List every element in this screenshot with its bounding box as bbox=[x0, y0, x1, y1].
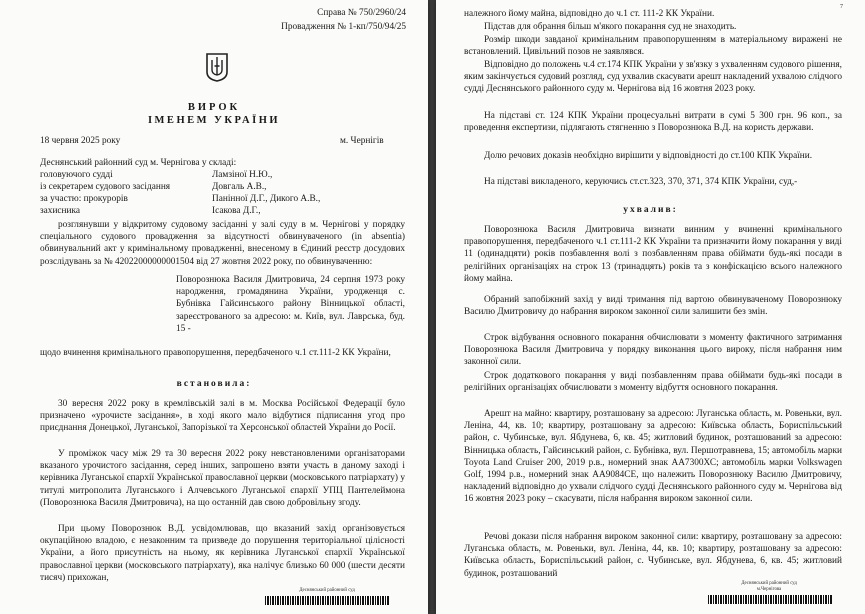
paragraph: Підстав для обрання більш м'якого покарання суд не знаходить. bbox=[484, 22, 737, 32]
document-page-right bbox=[436, 0, 865, 614]
paragraph: Поворознюка Василя Дмитровича визнати винним у вчиненні кримінального правопорушення, передбаченого ч.1 ст.111-2 КК України та призначити йому покарання у виді 11 (одинадцяти) років позбавлення волі з позбавленням права обіймати будь-які посади в релігійних організаціях на строк 13 (тринадцять) років та з конфіскацією всього належного йому майна. bbox=[464, 225, 842, 284]
court-stamp-text: Деснянський районний суд bbox=[741, 581, 797, 586]
court-stamp-city: м.Чернігова bbox=[756, 587, 782, 592]
paragraph: 30 вересня 2022 року в кремлівській залі в м. Москва Російської Федерації було призначено «урочисте засідання», в ході якого мало відбутися підписання угод про приєднання Донецької, Луганської, Запорізької та Херсонської областей України до Росії. bbox=[40, 399, 405, 434]
paragraph: На підставі ст. 124 КПК України процесуальні витрати в сумі 5 300 грн. 96 коп., за проведення експертизи, підлягають стягненню з Поворознюка В.Д. на користь держави. bbox=[464, 111, 842, 134]
role-label: захисника bbox=[40, 206, 81, 216]
in-name-of-ukraine-heading: ІМЕНЕМ УКРАЇНИ bbox=[147, 115, 281, 126]
paragraph: Строк відбування основного покарання обчислювати з моменту фактичного затримання Поворознюка Василя Дмитровича у порядку виконання цього вироку, після набрання ним законної сили. bbox=[464, 333, 842, 368]
paragraph: Арешт на майно: квартиру, розташовану за адресою: Луганська область, м. Ровеньки, вул. Леніна, 44, кв. 10; квартиру, розташовану за адресою: Київська область, Бориспільський район, с. Чубинське, вул. Ябдунева, 6, кв. 45; житловий будинок, розташований за адресою: Вінницька область, Гайсинський район, с. Бубнівка, вул. Першотравнева, 15; автомобіль марки Toyota Land Cruiser 200, 2019 р.в., номерний знак АА7300ХС; автомобіль марки Volkswagen Golf, 1994 р.в., номерний знак АА9084СЕ, що належить Поворознюку Василю Дмитровичу, накладений відповідно до ухвали слідчого судді Деснянського районного суду м. Чернігова від 16 жовтня 2023 року – скасувати, після набрання вироком законної сили. bbox=[464, 409, 842, 505]
role-name: Ламзіної Н.Ю., bbox=[212, 170, 273, 180]
paragraph: У проміжок часу між 29 та 30 вересня 2022 року невстановленими організаторами вказаного урочистого засідання, серед інших, запрошено взяти участь в даному заході і керівника Луганської єпархії Української православної церкви (московського патріархату) у титулі митрополита Луганського і Алчевського Луганської єпархії УПЦ Пантелеймона (Поворознюка Василя Дмитровича), на що останній дав свою добровільну згоду. bbox=[40, 449, 405, 508]
verdict-city: м. Чернігів bbox=[340, 136, 384, 146]
court-composition: Деснянський районний суд м. Чернігова у складі: bbox=[40, 158, 237, 168]
paragraph: належного йому майна, відповідно до ч.1 ст. 111-2 КК України. bbox=[464, 9, 715, 19]
role-label: головуючого судді bbox=[40, 170, 113, 180]
paragraph: Строк додаткового покарання у виді позбавленням права обіймати будь-які посади в релігійних організаціях обчислювати з моменту відбуття основного покарання. bbox=[464, 371, 842, 394]
court-stamp-text: Деснянський районний суд bbox=[299, 588, 355, 593]
established-heading: встановила: bbox=[176, 379, 252, 389]
paragraph-reviewed: розглянувши у відкритому судовому засіданні у залі суду в м. Чернігові у порядку спеціального судового провадження за відсутності обвинуваченого (in absentia) обвинувальний акт у кримінальному провадженні, внесеному в Єдиний реєстр досудових розслідувань за № 42022000000001504 від 27 жовтня 2022 року, по обвинуваченню: bbox=[40, 220, 405, 267]
case-number: Справа № 750/2960/24 bbox=[317, 8, 406, 18]
paragraph: Долю речових доказів необхідно вирішити у відповідності до ст.100 КПК України. bbox=[484, 151, 813, 161]
role-name: Ісакова Д.Г., bbox=[212, 206, 261, 216]
paragraph: Розмір шкоди завданої кримінальним правопорушенням в матеріальному виражені не встановлений. Цивільний позов не заявлявся. bbox=[464, 35, 842, 58]
paragraph-crime: щодо вчинення кримінального правопорушення, передбаченого ч.1 ст.111-2 КК України, bbox=[40, 348, 391, 358]
paragraph: Відповідно до положень ч.4 ст.174 КПК України у зв'язку з ухваленням судового рішення, яким закінчується судовий розгляд, суд ухвалив скасувати арешт накладений ухвалою слідчого судді Деснянського районного суду м. Чернігова від 16 жовтня 2023 року. bbox=[464, 60, 842, 95]
role-label: за участю: прокурорів bbox=[40, 194, 128, 204]
verdict-heading: ВИРОК bbox=[187, 102, 241, 113]
paragraph: При цьому Поворознюк В.Д. усвідомлював, що вказаний захід організовується окупаційною владою, є незаконним та призведе до порушення територіальної цілісності України, а його присутність на ньому, як керівника Луганської єпархії Української православної церкви (московського патріархату), яка налічує близько 60 000 (шести десяти тисяч) прихожан, bbox=[40, 524, 405, 583]
resolved-heading: ухвалив: bbox=[623, 205, 678, 215]
paragraph: Обраний запобіжний захід у виді тримання під вартою обвинуваченому Поворознюку Василю Дмитровичу до набрання вироком законної сили залишити без змін. bbox=[464, 295, 842, 318]
page-number: 7 bbox=[840, 4, 843, 10]
barcode-icon bbox=[708, 595, 832, 604]
accused-info: Поворознюка Василя Дмитровича, 24 серпня 1973 року народження, громадянина України, уродженця с. Бубнівка Гайсинського району Вінницької області, зареєстрованого за адресою: м. Київ, вул. Лаврська, буд. 15 - bbox=[176, 275, 405, 334]
verdict-date: 18 червня 2025 року bbox=[40, 136, 121, 146]
role-name: Довгаль А.В., bbox=[212, 182, 267, 192]
coat-of-arms-icon bbox=[205, 52, 229, 82]
document-page-left bbox=[0, 0, 428, 614]
role-name: Панінної Д.Г., Дикого А.В., bbox=[212, 194, 321, 204]
role-label: із секретарем судового засідання bbox=[40, 182, 171, 192]
barcode-icon bbox=[265, 596, 389, 605]
paragraph: Речові докази після набрання вироком законної сили: квартиру, розташовану за адресою: Луганська область, м. Ровеньки, вул. Леніна, 44, кв. 10; квартиру, розташовану за адресою: Київська область, Бориспільський район, с. Чубинське, вул. Ябдунева, 6, кв. 45; житловий будинок, розташований bbox=[464, 532, 842, 579]
paragraph: На підставі викладеного, керуючись ст.ст.323, 370, 371, 374 КПК України, суд,- bbox=[484, 177, 798, 187]
proceeding-number: Провадження № 1-кп/750/94/25 bbox=[281, 22, 406, 32]
